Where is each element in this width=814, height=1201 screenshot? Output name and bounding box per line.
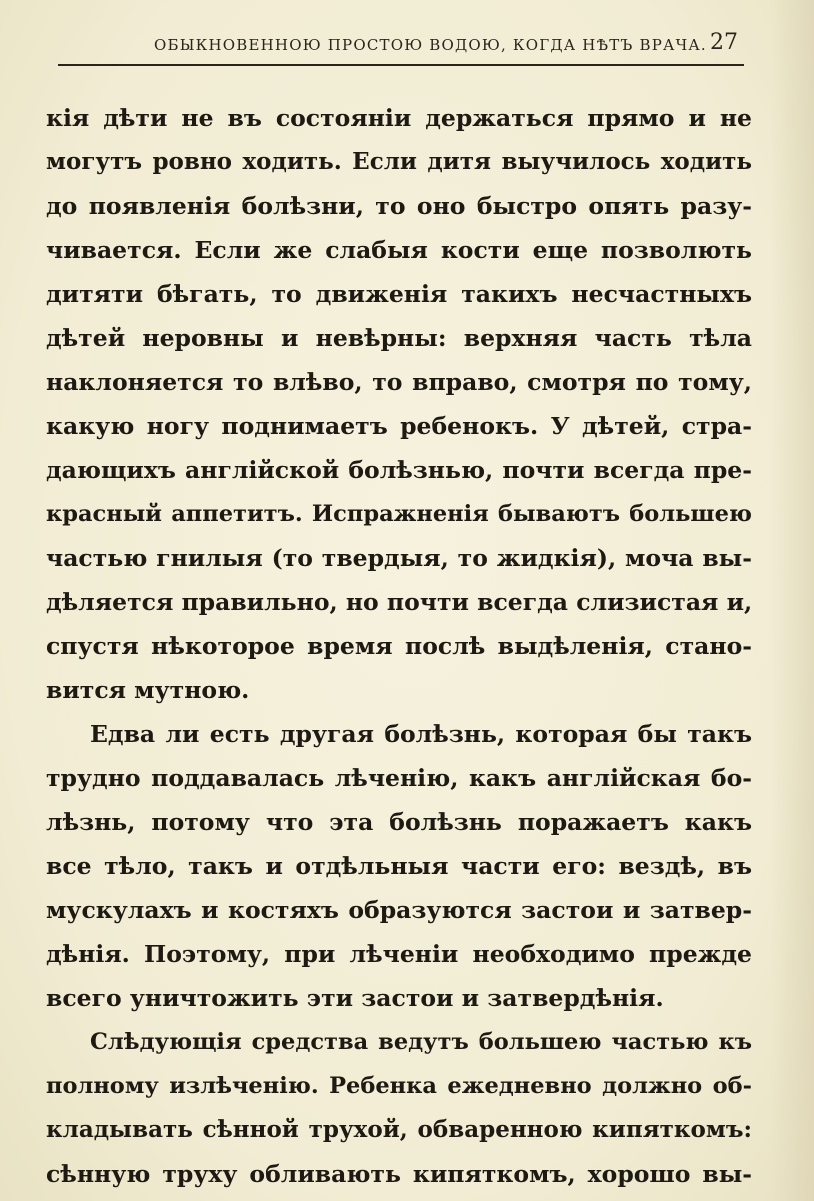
text-line: частью гнилыя (то твердыя, то жидкія), моча вы- bbox=[46, 544, 752, 572]
paragraph-3 bbox=[46, 1020, 752, 1196]
text-line: мускулахъ и костяхъ образуются застои и затвер- bbox=[46, 896, 752, 924]
text-line: лѣзнь, потому что эта болѣзнь поражаетъ какъ bbox=[46, 808, 752, 836]
text-line: дѣляется правильно, но почти всегда слизистая и, bbox=[46, 588, 753, 616]
text-line: трудно поддавалась лѣченію, какъ англійская бо- bbox=[46, 764, 752, 792]
text-line: вится мутною. bbox=[46, 676, 250, 704]
paragraph-2 bbox=[46, 712, 752, 1020]
text-line: кія дѣти не въ состояніи держаться прямо и не bbox=[46, 104, 752, 132]
header-rule bbox=[58, 64, 744, 66]
text-line: чивается. Если же слабыя кости еще позволють bbox=[46, 236, 752, 264]
text-line: дитяти бѣгать, то движенія такихъ несчастныхъ bbox=[46, 280, 752, 308]
text-line: кладывать сѣнной трухой, обваренною кипяткомъ: bbox=[46, 1116, 752, 1143]
text-line: дѣнія. Поэтому, при лѣченіи необходимо прежде bbox=[46, 940, 752, 968]
running-head bbox=[58, 32, 744, 60]
text-line: дающихъ англійской болѣзнью, почти всегда пре- bbox=[46, 456, 752, 484]
text-line: сѣнную труху обливають кипяткомъ, хорошо вы- bbox=[46, 1160, 752, 1188]
running-head-title: ОБЫКНОВЕННОЮ ПРОСТОЮ ВОДОЮ, КОГДА НѢТЪ ВРАЧА. bbox=[154, 36, 707, 54]
text-line: красный аппетитъ. Испражненія бываютъ большею bbox=[46, 501, 752, 527]
paragraph-1 bbox=[46, 96, 752, 712]
text-line: полному излѣченію. Ребенка ежедневно должно об- bbox=[46, 1073, 752, 1099]
text-line: до появленія болѣзни, то оно быстро опять разу- bbox=[46, 192, 752, 220]
text-line: всего уничтожить эти застои и затвердѣнія. bbox=[46, 984, 664, 1012]
page-number: 27 bbox=[710, 30, 738, 55]
text-line: Слѣдующія средства ведутъ большею частью къ bbox=[90, 1029, 752, 1055]
text-line: могутъ ровно ходить. Если дитя выучилось ходить bbox=[46, 148, 752, 175]
text-line: какую ногу поднимаетъ ребенокъ. У дѣтей, стра- bbox=[46, 412, 752, 440]
text-line: Едва ли есть другая болѣзнь, которая бы такъ bbox=[90, 720, 752, 748]
text-line: дѣтей неровны и невѣрны: верхняя часть тѣла bbox=[46, 324, 752, 352]
page-edge-shadow bbox=[770, 0, 814, 1201]
body-text bbox=[46, 96, 752, 1196]
text-line: наклоняется то влѣво, то вправо, смотря по тому, bbox=[46, 368, 752, 396]
text-line: все тѣло, такъ и отдѣльныя части его: вездѣ, въ bbox=[46, 852, 752, 880]
text-line: спустя нѣкоторое время послѣ выдѣленія, стано- bbox=[46, 632, 752, 660]
